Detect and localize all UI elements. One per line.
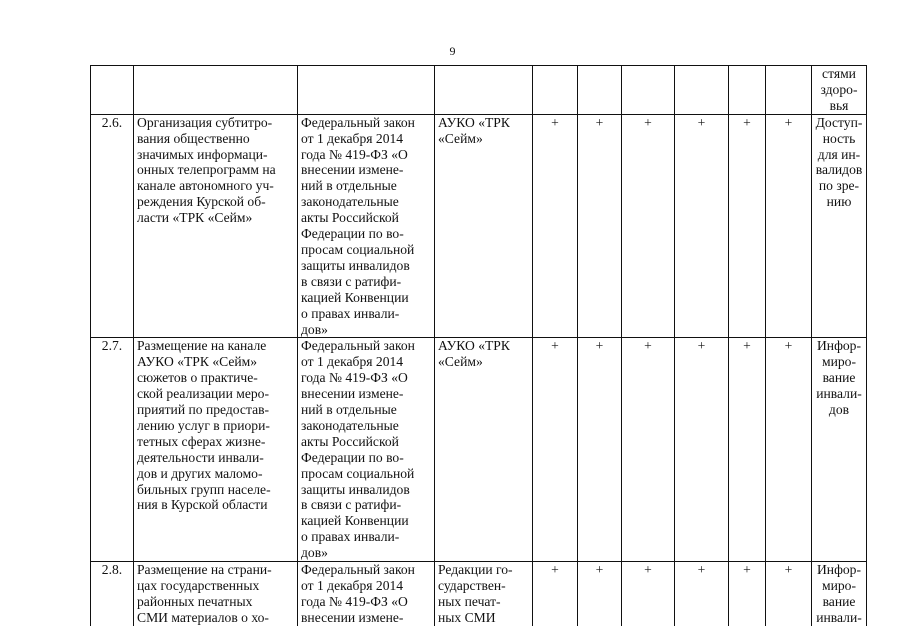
law-line: защиты инвалидов: [301, 257, 410, 273]
mark-cell: +: [729, 562, 766, 626]
law-line: кацией Конвенции: [301, 289, 409, 305]
law-line: дов»: [301, 545, 328, 561]
activity-line: лению услуг в приори-: [137, 417, 270, 433]
note-line: валидов: [815, 162, 863, 178]
activity-line: канале автономного уч-: [137, 178, 274, 194]
activity-line: тетных сферах жизне-: [137, 433, 266, 449]
table-row-2-8: [91, 562, 867, 626]
law-line: внесении измене-: [301, 386, 404, 402]
mark-cell: +: [622, 562, 675, 626]
note-line: для ин-: [817, 146, 861, 162]
mark-cell: [578, 66, 622, 115]
executor-line: Редакции го-: [438, 562, 513, 578]
law-cell: [298, 338, 435, 562]
law-cell: [298, 562, 435, 626]
law-line: года № 419-ФЗ «О: [301, 146, 408, 162]
law-line: просам социальной: [301, 241, 415, 257]
activity-line: деятельности инвали-: [137, 449, 264, 465]
mark-cell: +: [675, 338, 729, 562]
law-line: акты Российской: [301, 433, 399, 449]
law-line: законодательные: [301, 194, 399, 210]
activity-line: СМИ материалов о хо-: [137, 609, 269, 625]
activity-line: реждения Курской об-: [137, 194, 266, 210]
mark-cell: [729, 66, 766, 115]
executor-line: «Сейм»: [438, 130, 483, 146]
note-line: миро-: [822, 578, 856, 593]
law-line: Федеральный закон: [301, 562, 415, 578]
note-line: дов: [828, 402, 850, 418]
row-number: 2.7.: [91, 338, 134, 562]
note-line: здоро-: [820, 81, 858, 97]
mark-cell: +: [729, 114, 766, 338]
executor-line: АУКО «ТРК: [438, 338, 510, 354]
mark-cell: +: [578, 338, 622, 562]
note-line: инвали-: [816, 386, 862, 402]
mark-cell: +: [533, 114, 578, 338]
law-line: о правах инвали-: [301, 529, 400, 545]
law-line: года № 419-ФЗ «О: [301, 593, 408, 609]
mark-cell: +: [675, 114, 729, 338]
note-line: Инфор-: [816, 338, 862, 354]
law-line: о правах инвали-: [301, 305, 400, 321]
note-line: инвали-: [816, 609, 862, 625]
note-line: стями: [822, 66, 856, 81]
law-line: дов»: [301, 321, 328, 337]
activity-line: Организация субтитро-: [137, 114, 273, 130]
mark-cell: [533, 66, 578, 115]
note-line: нию: [826, 194, 852, 210]
executor-line: ных СМИ: [438, 609, 496, 625]
executor-cell: [435, 66, 533, 115]
activity-line: Размещение на страни-: [137, 562, 272, 578]
executor-cell: [435, 562, 533, 626]
note-line: по зре-: [818, 178, 860, 194]
law-line: внесении измене-: [301, 609, 404, 625]
activity-line: цах государственных: [137, 578, 260, 593]
law-line: года № 419-ФЗ «О: [301, 370, 408, 386]
events-table: [90, 65, 867, 626]
law-line: акты Российской: [301, 210, 399, 226]
note-line: Инфор-: [816, 562, 862, 578]
mark-cell: +: [766, 562, 812, 626]
note-line: Доступ-: [815, 114, 863, 130]
table-row-continuation: [91, 66, 867, 115]
executor-line: АУКО «ТРК: [438, 114, 510, 130]
executor-line: сударствен-: [438, 578, 506, 593]
law-line: кацией Конвенции: [301, 513, 409, 529]
note-cell: [812, 114, 867, 338]
law-line: ний в отдельные: [301, 402, 397, 418]
note-line: ность: [822, 130, 856, 146]
law-line: от 1 декабря 2014: [301, 578, 404, 593]
note-cell: [812, 66, 867, 115]
executor-line: «Сейм»: [438, 354, 483, 370]
activity-line: приятий по предостав-: [137, 402, 270, 418]
num-cell: [91, 66, 134, 115]
activity-line: АУКО «ТРК «Сейм»: [137, 354, 258, 370]
row-number: 2.8.: [91, 562, 134, 626]
table-row-2-6: [91, 114, 867, 338]
law-line: защиты инвалидов: [301, 481, 410, 497]
law-line: Федеральный закон: [301, 338, 415, 354]
mark-cell: [622, 66, 675, 115]
law-line: от 1 декабря 2014: [301, 354, 404, 370]
activity-line: районных печатных: [137, 593, 253, 609]
activity-line: Размещение на канале: [137, 338, 267, 354]
row-number: 2.6.: [91, 114, 134, 338]
activity-cell: [134, 562, 298, 626]
executor-line: ных печат-: [438, 593, 501, 609]
law-line: в связи с ратифи-: [301, 273, 402, 289]
activity-line: сюжетов о практиче-: [137, 370, 258, 386]
activity-line: дов и других маломо-: [137, 465, 263, 481]
mark-cell: [766, 66, 812, 115]
activity-line: бильных групп населе-: [137, 481, 271, 497]
law-line: законодательные: [301, 417, 399, 433]
law-line: от 1 декабря 2014: [301, 130, 404, 146]
executor-cell: [435, 114, 533, 338]
note-cell: [812, 338, 867, 562]
mark-cell: +: [578, 114, 622, 338]
activity-line: ласти «ТРК «Сейм»: [137, 210, 253, 226]
mark-cell: +: [533, 338, 578, 562]
table-row-2-7: [91, 338, 867, 562]
law-cell: [298, 114, 435, 338]
mark-cell: +: [622, 114, 675, 338]
mark-cell: [675, 66, 729, 115]
activity-line: ской реализации меро-: [137, 386, 270, 402]
activity-line: онных телепрограмм на: [137, 162, 276, 178]
activity-line: ния в Курской области: [137, 497, 268, 513]
note-line: миро-: [822, 354, 856, 370]
note-cell: [812, 562, 867, 626]
mark-cell: +: [675, 562, 729, 626]
note-line: вание: [822, 370, 856, 386]
law-line: Федерации по во-: [301, 449, 404, 465]
activity-line: вания общественно: [137, 130, 250, 146]
law-line: в связи с ратифи-: [301, 497, 402, 513]
law-line: просам социальной: [301, 465, 415, 481]
mark-cell: +: [729, 338, 766, 562]
mark-cell: +: [578, 562, 622, 626]
law-line: внесении измене-: [301, 162, 404, 178]
activity-cell: [134, 114, 298, 338]
page-number: 9: [449, 44, 456, 58]
activity-cell: [134, 66, 298, 115]
note-line: вья: [829, 97, 849, 113]
law-cell: [298, 66, 435, 115]
law-line: Федеральный закон: [301, 114, 415, 130]
law-line: Федерации по во-: [301, 226, 404, 242]
mark-cell: +: [766, 338, 812, 562]
mark-cell: +: [766, 114, 812, 338]
activity-line: значимых информаци-: [137, 146, 268, 162]
activity-cell: [134, 338, 298, 562]
mark-cell: +: [622, 338, 675, 562]
note-line: вание: [822, 593, 856, 609]
executor-cell: [435, 338, 533, 562]
mark-cell: +: [533, 562, 578, 626]
law-line: ний в отдельные: [301, 178, 397, 194]
